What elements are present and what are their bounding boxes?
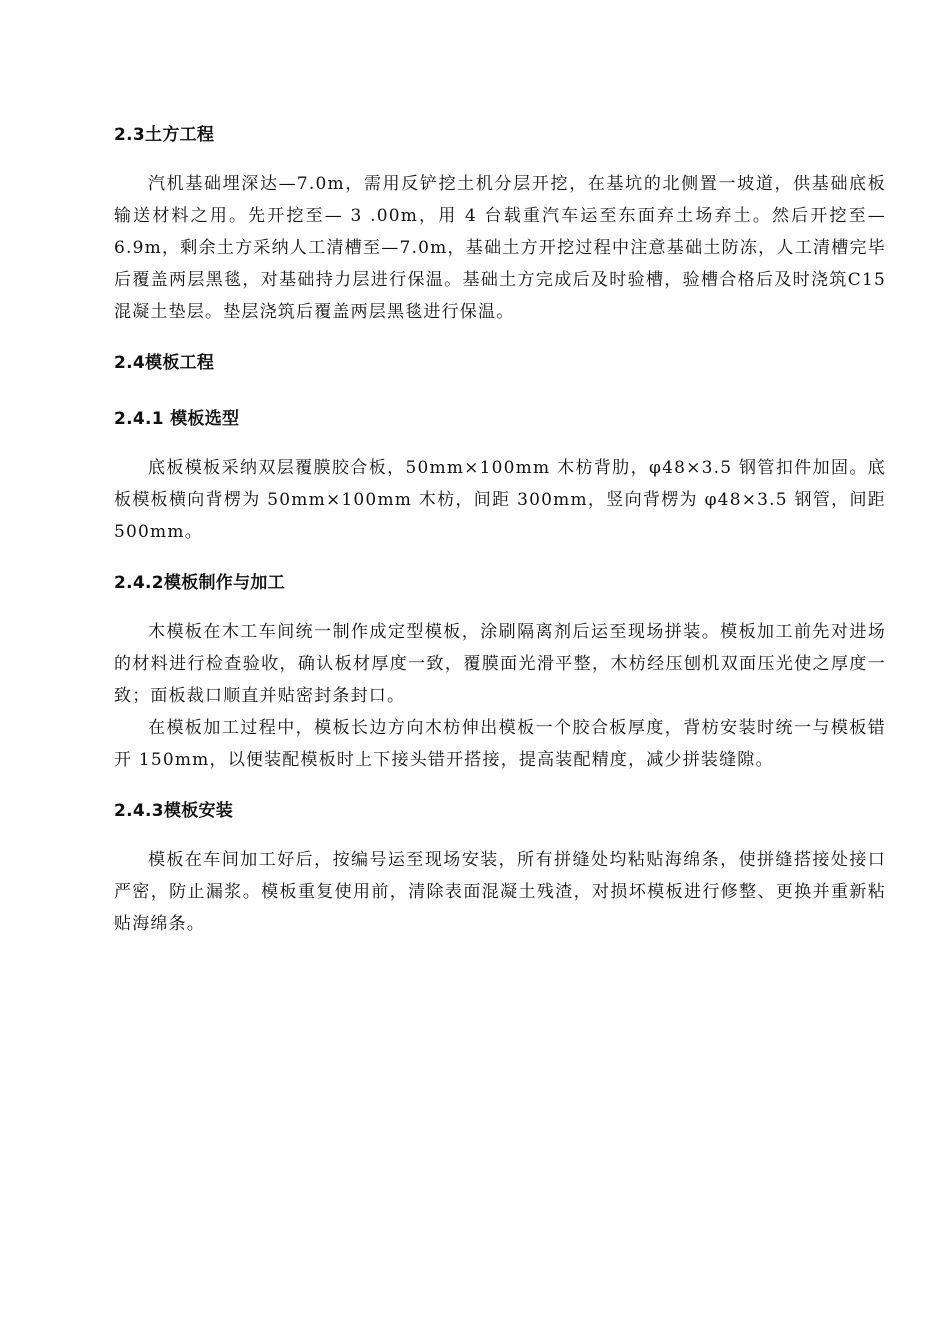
section-paragraph-2-3: 汽机基础埋深达—7.0m，需用反铲挖土机分层开挖，在基坑的北侧置一坡道，供基础底板输送材料之用。先开挖至— 3 .00m，用 4 台载重汽车运至东面弃土场弃土。然后开挖至—6.9m，剩余土方采纳人工清槽至—7.0m，基础土方开挖过程中注意基础土防冻，人工清槽完毕后覆盖两层黑毯，对基础持力层进行保温。基础土方完成后及时验槽，验槽合格后及时浇筑C15 混凝土垫层。垫层浇筑后覆盖两层黑毯进行保温。 [114,174,886,322]
section-heading-2-4: 2.4模板工程 [114,353,215,373]
document-body [114,118,886,940]
section-heading-2-4-1: 2.4.1 模板选型 [114,409,240,429]
section-paragraph-2-4-2-b: 在模板加工过程中，模板长边方向木枋伸出模板一个胶合板厚度，背枋安装时统一与模板错开 150mm，以便装配模板时上下接头错开搭接，提高装配精度，减少拼装缝隙。 [114,718,886,770]
section-paragraph-2-4-2-a: 木模板在木工车间统一制作成定型模板，涂刷隔离剂后运至现场拼装。模板加工前先对进场的材料进行检查验收，确认板材厚度一致，覆膜面光滑平整，木枋经压刨机双面压光使之厚度一致；面板裁口顺直并贴密封条封口。 [114,622,886,706]
section-paragraph-2-4-3: 模板在车间加工好后，按编号运至现场安装，所有拼缝处均粘贴海绵条，使拼缝搭接处接口严密，防止漏浆。模板重复使用前，清除表面混凝土残渣，对损坏模板进行修整、更换并重新粘贴海绵条。 [114,850,886,934]
section-paragraph-2-4-1: 底板模板采纳双层覆膜胶合板，50mm×100mm 木枋背肋，φ48×3.5 钢管扣件加固。底板模板横向背楞为 50mm×100mm 木枋，间距 300mm，竖向背楞为 φ48×3.5 钢管，间距 500mm。 [114,458,886,542]
section-heading-2-4-2: 2.4.2模板制作与加工 [114,573,286,593]
section-heading-2-4-3: 2.4.3模板安装 [114,801,234,821]
section-heading-2-3: 2.3土方工程 [114,125,215,145]
